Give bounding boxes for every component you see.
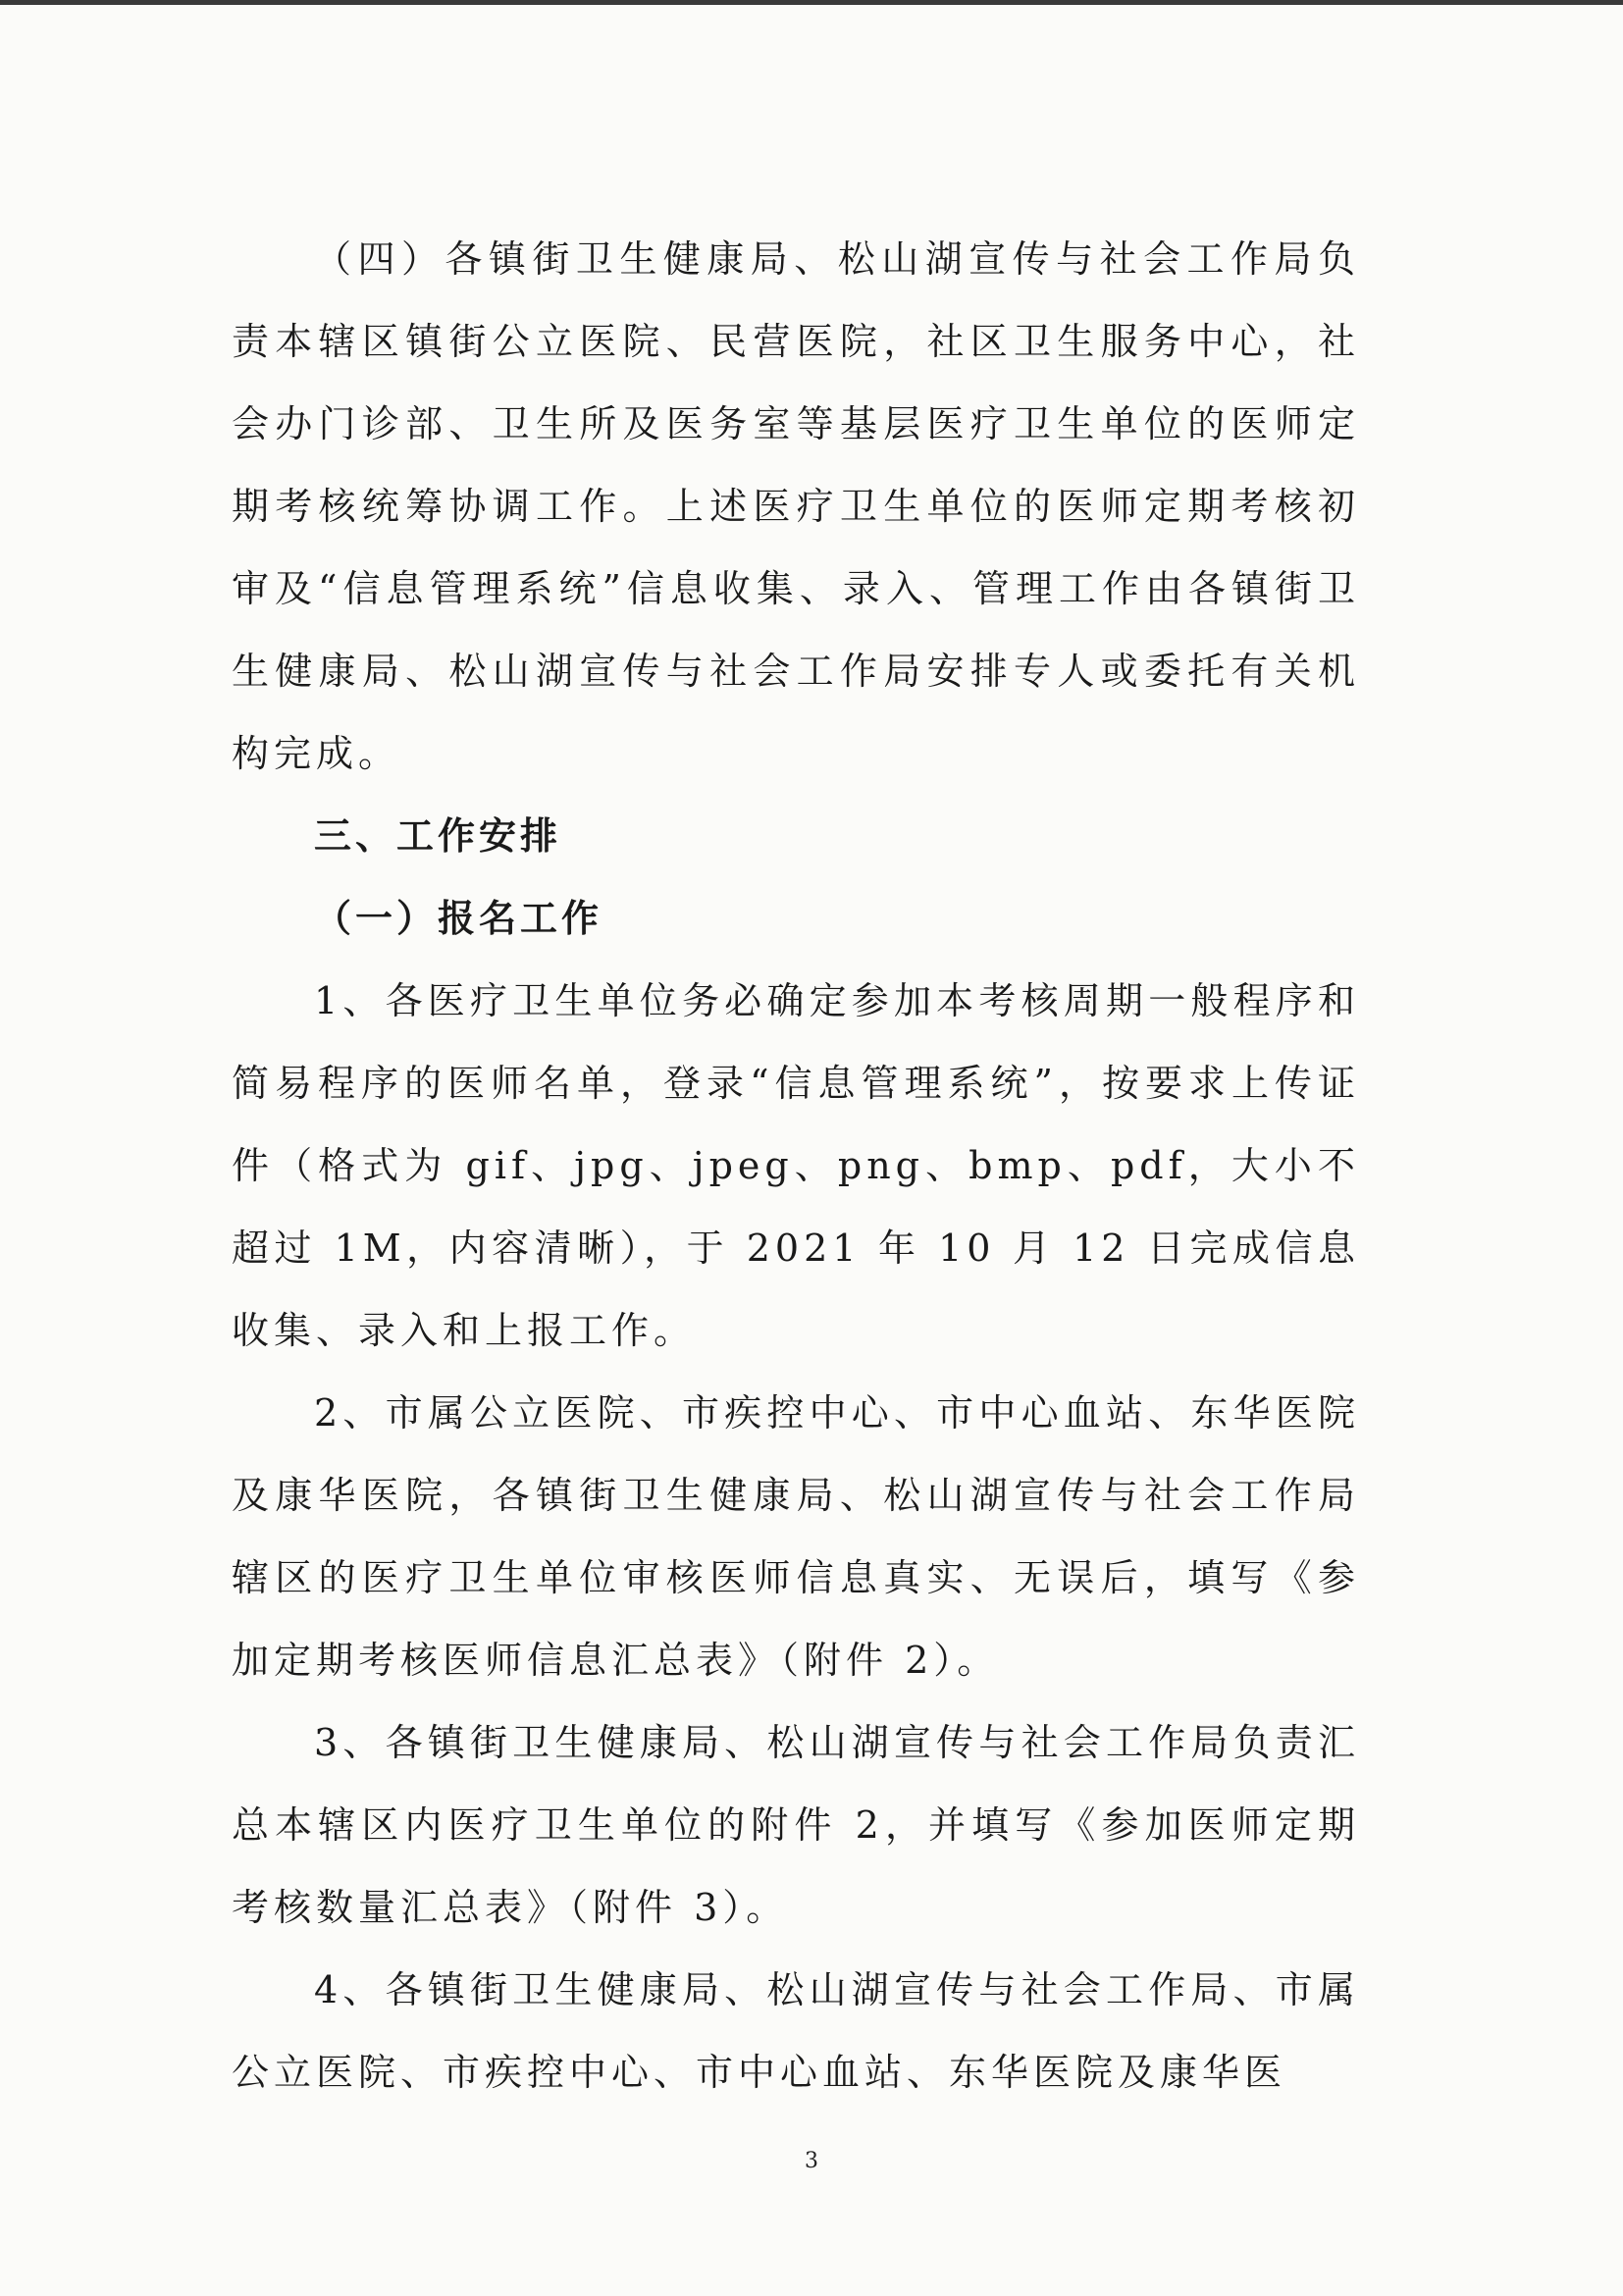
paragraph-section-4: （四）各镇街卫生健康局、松山湖宣传与社会工作局负责本辖区镇街公立医院、民营医院，社区卫生服务中心，社会办门诊部、卫生所及医务室等基层医疗卫生单位的医师定期考核统筹协调工作。上述医疗卫生单位的医师定期考核初审及“信息管理系统”信息收集、录入、管理工作由各镇街卫生健康局、松山湖宣传与社会工作局安排专人或委托有关机构完成。 bbox=[232, 237, 1360, 775]
paragraph-item-1: 1、各医疗卫生单位务必确定参加本考核周期一般程序和简易程序的医师名单，登录“信息管理系统”，按要求上传证件（格式为 gif、jpg、jpeg、png、bmp、pdf，大小不超过 1M，内容清晰），于 2021 年 10 月 12 日完成信息收集、录入和上报工作。 bbox=[232, 979, 1360, 1352]
page-number: 3 bbox=[805, 2149, 818, 2173]
paragraph-item-2: 2、市属公立医院、市疾控中心、市中心血站、东华医院及康华医院，各镇街卫生健康局、松山湖宣传与社会工作局辖区的医疗卫生单位审核医师信息真实、无误后，填写《参加定期考核医师信息汇总表》（附件 2）。 bbox=[232, 1391, 1360, 1682]
scan-top-edge bbox=[0, 0, 1623, 5]
heading-work-arrangement: 三、工作安排 bbox=[314, 814, 562, 858]
subheading-registration: （一）报名工作 bbox=[314, 896, 603, 940]
paragraph-item-4: 4、各镇街卫生健康局、松山湖宣传与社会工作局、市属公立医院、市疾控中心、市中心血站、东华医院及康华医 bbox=[232, 1968, 1360, 2094]
paragraph-item-3: 3、各镇街卫生健康局、松山湖宣传与社会工作局负责汇总本辖区内医疗卫生单位的附件 2，并填写《参加医师定期考核数量汇总表》（附件 3）。 bbox=[232, 1721, 1360, 1929]
document-body bbox=[232, 218, 1360, 2113]
